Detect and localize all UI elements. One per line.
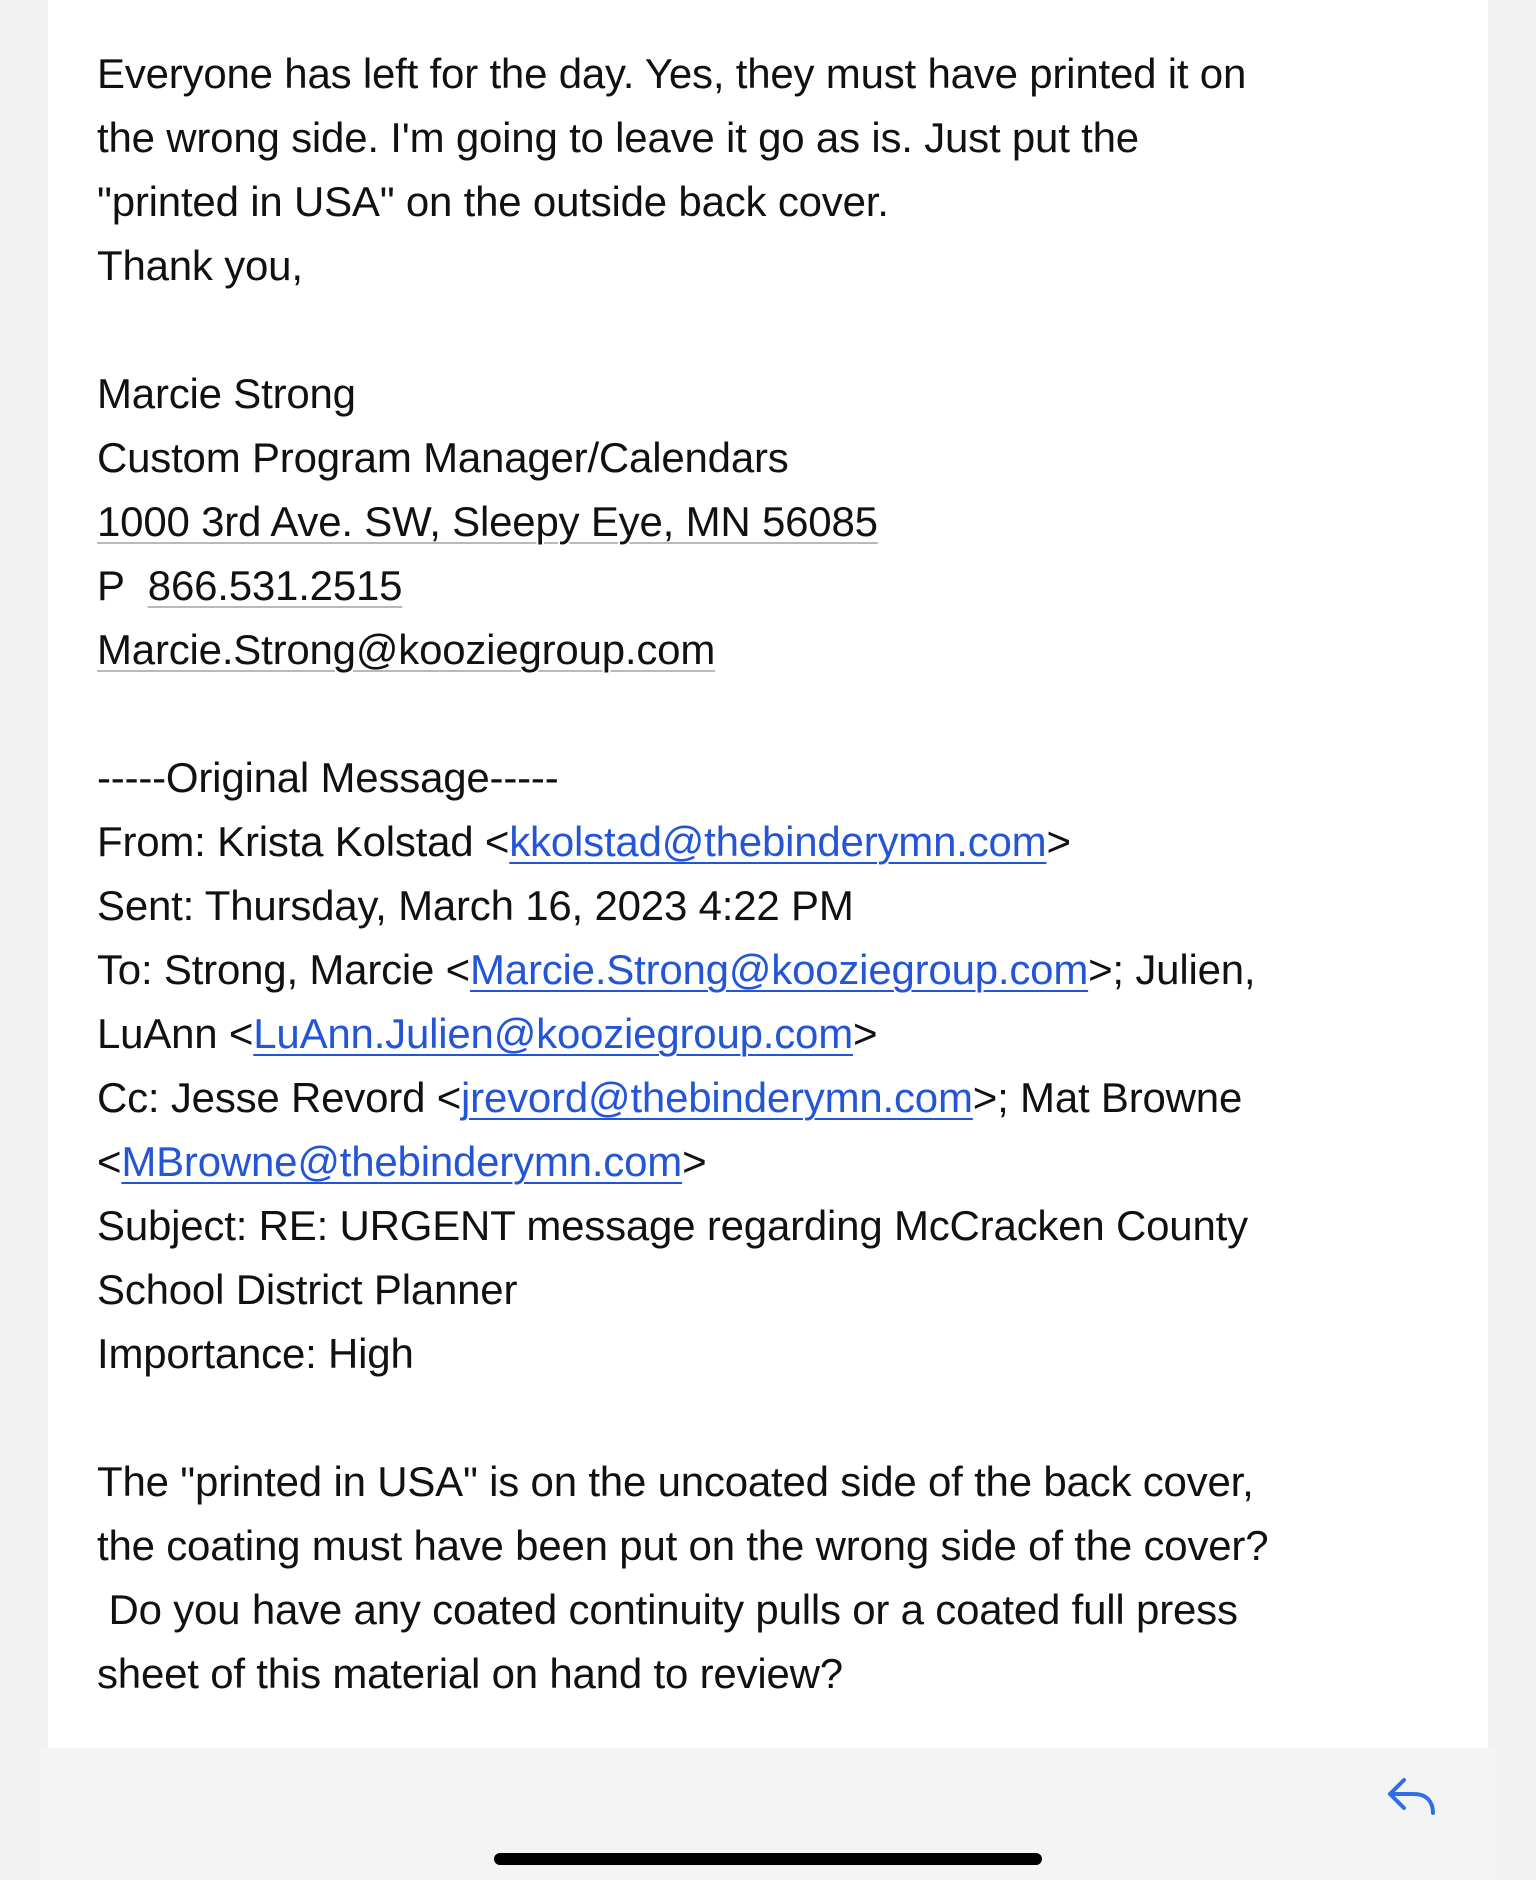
to-email-link-luann[interactable]: LuAnn.Julien@kooziegroup.com <box>253 1010 853 1057</box>
importance-line: Importance: High <box>97 1330 414 1377</box>
original-body-line: sheet of this material on hand to review? <box>97 1650 843 1697</box>
reply-icon <box>1386 1774 1438 1818</box>
original-body-line: The "printed in USA" is on the uncoated side of the back cover, <box>97 1458 1254 1505</box>
cc-email-link-jesse[interactable]: jrevord@thebinderymn.com <box>461 1074 973 1121</box>
signature-address-link[interactable]: 1000 3rd Ave. SW, Sleepy Eye, MN 56085 <box>97 498 878 545</box>
cc-line: Cc: Jesse Revord <jrevord@thebinderymn.com>; Mat Browne <box>97 1074 1243 1121</box>
to-line: To: Strong, Marcie <Marcie.Strong@kooziegroup.com>; Julien, <box>97 946 1256 993</box>
reply-button[interactable] <box>1382 1770 1442 1822</box>
to-email-link-marcie[interactable]: Marcie.Strong@kooziegroup.com <box>470 946 1089 993</box>
message-line: the wrong side. I'm going to leave it go as is. Just put the <box>97 114 1139 161</box>
to-line-continued: LuAnn <LuAnn.Julien@kooziegroup.com> <box>97 1010 878 1057</box>
from-email-link[interactable]: kkolstad@thebinderymn.com <box>509 818 1047 865</box>
signature-title: Custom Program Manager/Calendars <box>97 434 789 481</box>
subject-line: Subject: RE: URGENT message regarding McCracken County <box>97 1202 1248 1249</box>
original-body-line: Do you have any coated continuity pulls or a coated full press <box>97 1586 1238 1633</box>
cc-line-continued: <MBrowne@thebinderymn.com> <box>97 1138 707 1185</box>
message-line: Thank you, <box>97 242 303 289</box>
from-line: From: Krista Kolstad <kkolstad@thebinderymn.com> <box>97 818 1071 865</box>
signature-phone-link[interactable]: 866.531.2515 <box>147 562 403 609</box>
message-line: "printed in USA" on the outside back cover. <box>97 178 889 225</box>
original-body-line: the coating must have been put on the wrong side of the cover? <box>97 1522 1269 1569</box>
message-body <box>97 42 1427 1706</box>
home-indicator <box>494 1853 1042 1865</box>
signature-name: Marcie Strong <box>97 370 356 417</box>
subject-line-continued: School District Planner <box>97 1266 518 1313</box>
signature-phone-prefix: P <box>97 562 125 609</box>
signature-email-link[interactable]: Marcie.Strong@kooziegroup.com <box>97 626 716 673</box>
cc-email-link-mat[interactable]: MBrowne@thebinderymn.com <box>121 1138 683 1185</box>
sent-line: Sent: Thursday, March 16, 2023 4:22 PM <box>97 882 854 929</box>
message-line: Everyone has left for the day. Yes, they must have printed it on <box>97 50 1247 97</box>
original-message-header: -----Original Message----- <box>97 754 559 801</box>
